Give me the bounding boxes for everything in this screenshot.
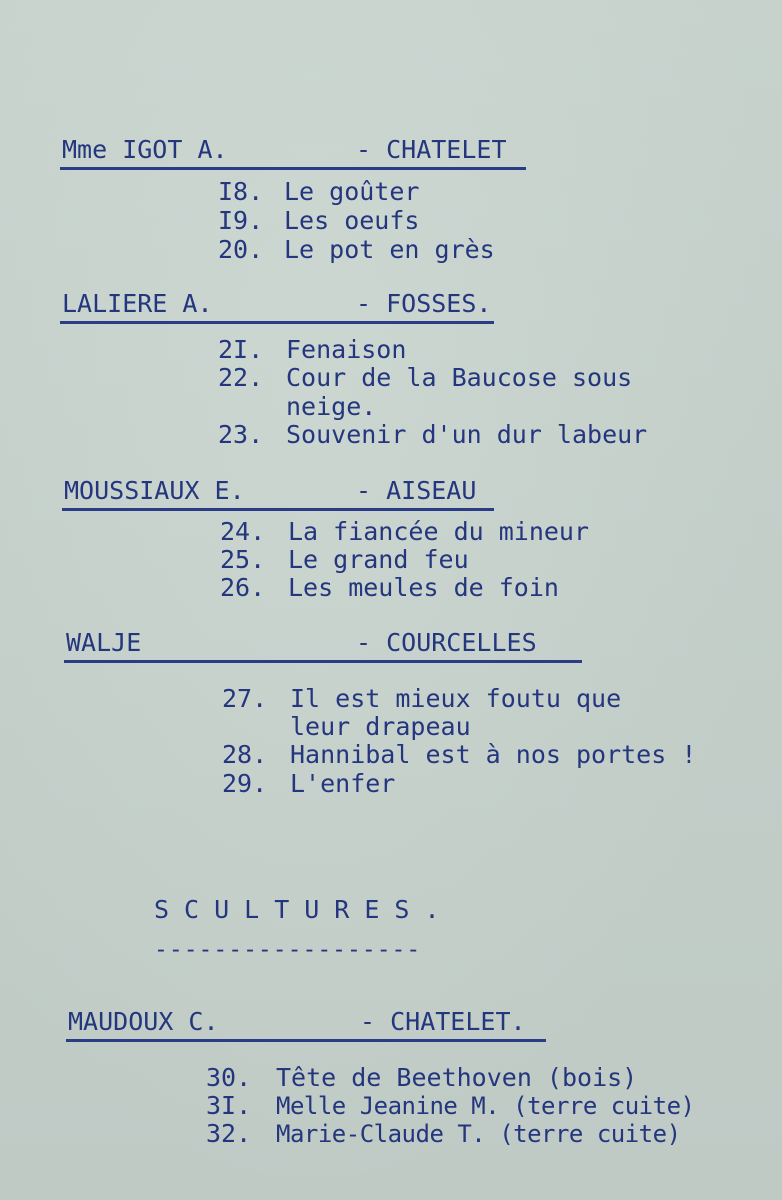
work-title: L'enfer xyxy=(290,769,396,798)
work-title: Le pot en grès xyxy=(284,235,495,264)
work-number: 29. xyxy=(222,769,268,798)
artist-place: - AISEAU xyxy=(356,476,477,505)
work-number: 3I. xyxy=(206,1091,252,1120)
work-number: 24. xyxy=(220,517,266,546)
work-title: La fiancée du mineur xyxy=(288,517,590,546)
work-title: Les meules de foin xyxy=(288,573,559,602)
artist-place: - COURCELLES xyxy=(356,628,537,657)
artist-header xyxy=(60,290,494,324)
sculptures-heading: SCULTURES. xyxy=(154,895,455,924)
work-number: 2I. xyxy=(218,335,264,364)
artist-name: MAUDOUX C. xyxy=(68,1007,219,1036)
work-number: 32. xyxy=(206,1119,252,1148)
work-title-continued: neige. xyxy=(286,392,377,421)
artist-header xyxy=(60,136,526,170)
artist-name: WALJE xyxy=(66,628,142,657)
work-title: Marie-Claude T. (terre cuite) xyxy=(276,1120,681,1148)
artist-place: - CHATELET xyxy=(356,135,507,164)
artist-name: MOUSSIAUX E. xyxy=(64,476,245,505)
work-number: 27. xyxy=(222,684,268,713)
artist-name: LALIERE A. xyxy=(62,289,213,318)
work-title: Melle Jeanine M. (terre cuite) xyxy=(276,1092,695,1120)
work-title: Hannibal est à nos portes ! xyxy=(290,740,697,769)
artist-place: - FOSSES. xyxy=(356,289,492,318)
work-title: Le goûter xyxy=(284,177,420,206)
work-title: Les oeufs xyxy=(284,206,420,235)
work-title: Cour de la Baucose sous xyxy=(286,363,633,392)
artist-place: - CHATELET. xyxy=(360,1007,526,1036)
work-number: 23. xyxy=(218,420,264,449)
artist-name: Mme IGOT A. xyxy=(62,135,228,164)
work-title: Le grand feu xyxy=(288,545,469,574)
sculptures-heading-underline: ------------------ xyxy=(154,937,422,963)
work-number: 20. xyxy=(218,235,264,264)
header-underline xyxy=(66,1039,546,1042)
header-underline xyxy=(64,660,582,663)
header-underline xyxy=(60,321,494,324)
work-number: 28. xyxy=(222,740,268,769)
work-title: Tête de Beethoven (bois) xyxy=(276,1063,638,1092)
work-number: 22. xyxy=(218,363,264,392)
work-title-continued: leur drapeau xyxy=(290,712,471,741)
artist-header xyxy=(64,629,582,663)
work-title: Il est mieux foutu que xyxy=(290,684,622,713)
work-number: 25. xyxy=(220,545,266,574)
work-number: I8. xyxy=(218,177,264,206)
work-title: Souvenir d'un dur labeur xyxy=(286,420,648,449)
header-underline xyxy=(60,167,526,170)
header-underline xyxy=(62,508,494,511)
work-number: I9. xyxy=(218,206,264,235)
work-title: Fenaison xyxy=(286,335,407,364)
work-number: 26. xyxy=(220,573,266,602)
artist-header xyxy=(62,477,494,511)
work-number: 30. xyxy=(206,1063,252,1092)
artist-header xyxy=(66,1008,546,1042)
